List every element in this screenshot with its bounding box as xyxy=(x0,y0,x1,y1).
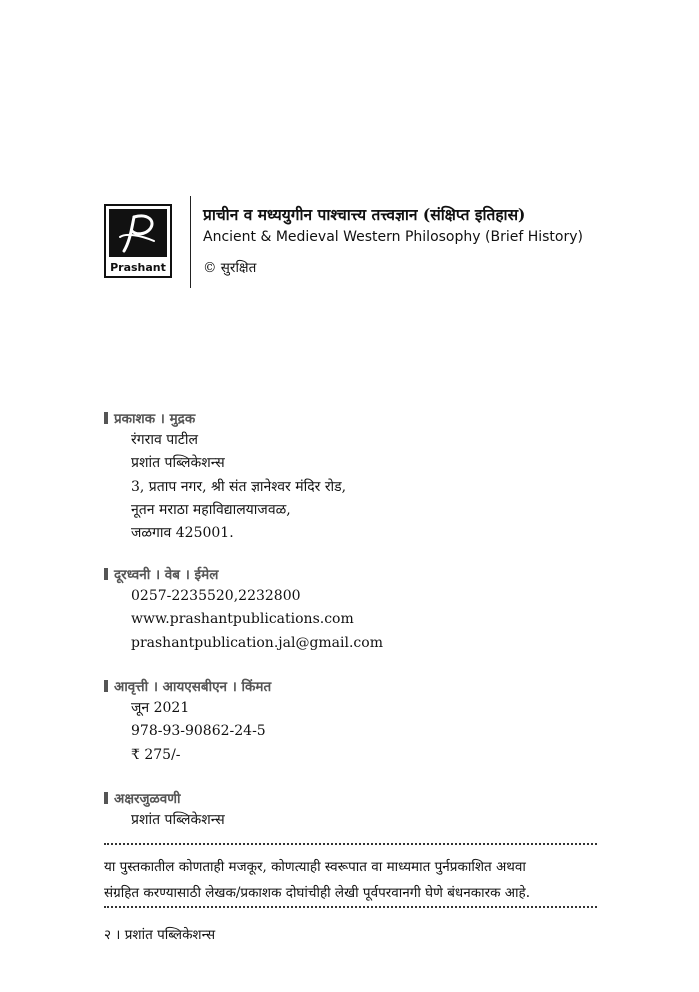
publisher-address-1: 3, प्रताप नगर, श्री संत ज्ञानेश्वर मंदिर रोड, xyxy=(131,478,347,495)
logo-emblem xyxy=(109,209,167,257)
heading-marker xyxy=(104,792,108,804)
copyright-notice: © सुरक्षित xyxy=(203,260,257,276)
publisher-company: प्रशांत पब्लिकेशन्स xyxy=(131,455,225,472)
notice-top-rule xyxy=(104,843,597,845)
heading-marker xyxy=(104,680,108,692)
typesetting-section xyxy=(104,789,225,832)
website: www.prashantpublications.com xyxy=(131,611,354,628)
edition-heading-text: आवृत्ती । आयएसबीएन । किंमत xyxy=(114,679,272,695)
rights-notice-line-2: संग्रहित करण्यासाठी लेखक/प्रकाशक दोघांचीही लेखी पूर्वपरवानगी घेणे बंधनकारक आहे. xyxy=(104,885,531,901)
publisher-section xyxy=(104,409,346,545)
phone-numbers: 0257-2235520,2232800 xyxy=(131,588,301,604)
logo-p-glyph xyxy=(110,211,166,255)
publisher-name: रंगराव पाटील xyxy=(131,432,198,448)
logo-wordmark: Prashant xyxy=(110,261,166,274)
typesetting-heading-text: अक्षरजुळवणी xyxy=(114,791,181,807)
publisher-logo xyxy=(104,204,172,278)
rights-notice xyxy=(104,854,597,906)
typesetting-heading xyxy=(104,789,225,809)
publisher-address-3: जळगाव 425001. xyxy=(131,525,234,542)
contact-heading xyxy=(104,565,383,585)
typesetter: प्रशांत पब्लिकेशन्स xyxy=(131,812,225,828)
publisher-address-2: नूतन मराठा महाविद्यालयाजवळ, xyxy=(131,501,291,518)
notice-bottom-rule xyxy=(104,906,597,908)
book-title-english: Ancient & Medieval Western Philosophy (Brief History) xyxy=(203,229,583,245)
heading-marker xyxy=(104,412,108,424)
book-title-marathi: प्राचीन व मध्ययुगीन पाश्चात्त्य तत्त्वज्ञान (संक्षिप्त इतिहास) xyxy=(203,205,526,224)
publisher-heading-text: प्रकाशक । मुद्रक xyxy=(114,411,196,427)
isbn: 978-93-90862-24-5 xyxy=(131,723,266,740)
contact-section xyxy=(104,565,383,655)
edition-section xyxy=(104,677,271,767)
page-footer: २ । प्रशांत पब्लिकेशन्स xyxy=(104,927,216,943)
email: prashantpublication.jal@gmail.com xyxy=(131,634,383,651)
edition-date: जून 2021 xyxy=(131,700,190,716)
rights-notice-line-1: या पुस्तकातील कोणताही मजकूर, कोणत्याही स्वरूपात वा माध्यमात पुर्नप्रकाशित अथवा xyxy=(104,859,526,875)
price: ₹ 275/- xyxy=(131,746,181,763)
edition-heading xyxy=(104,677,271,697)
heading-marker xyxy=(104,568,108,580)
contact-heading-text: दूरध्वनी । वेब । ईमेल xyxy=(114,567,219,583)
publisher-heading xyxy=(104,409,346,429)
title-divider xyxy=(190,196,191,288)
